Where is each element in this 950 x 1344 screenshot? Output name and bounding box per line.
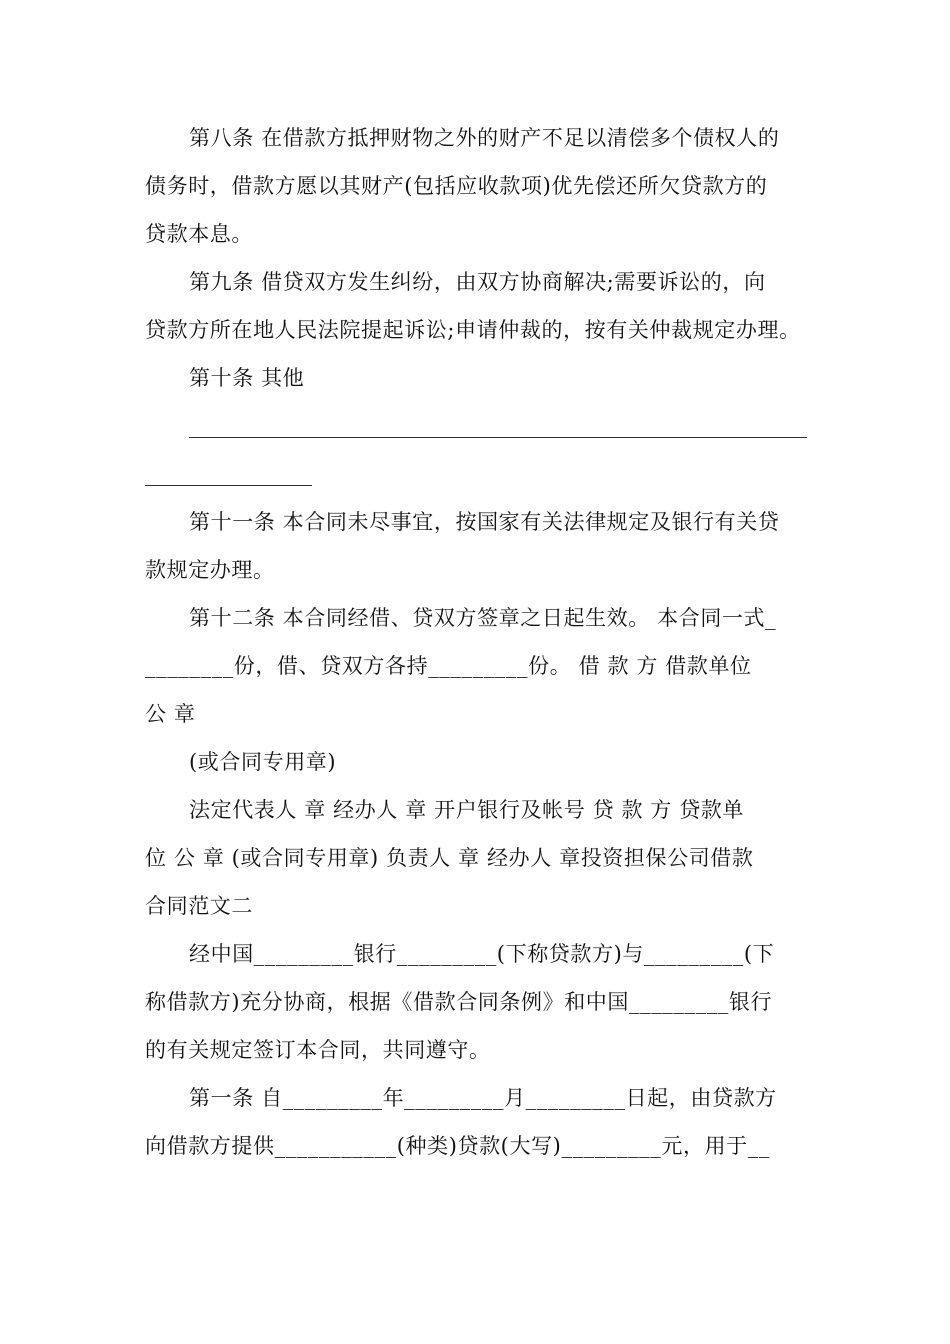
text-line: 贷款本息。 (145, 222, 253, 246)
text-line: 第一条 自_________年_________月_________日起，由贷款方 (189, 1086, 777, 1110)
text-line: 第十条 其他 (189, 366, 305, 390)
text-line: 债务时，借款方愿以其财产(包括应收款项)优先偿还所欠贷款方的 (145, 174, 768, 198)
text-line: 公 章 (145, 702, 196, 726)
text-line: 称借款方)充分协商，根据《借款合同条例》和中国_________银行 (145, 990, 773, 1014)
article-11-paragraph (145, 498, 807, 594)
text-line: 第十一条 本合同未尽事宜，按国家有关法律规定及银行有关贷 (189, 510, 780, 534)
article-12-paragraph (145, 594, 807, 738)
seal-note-paragraph (145, 738, 807, 786)
text-line: 贷款方所在地人民法院提起诉讼;申请仲裁的，按有关仲裁规定办理。 (145, 318, 801, 342)
text-line: ________份，借、贷双方各持_________份。 借 款 方 借款单位 (145, 654, 752, 678)
text-line: 合同范文二 (145, 894, 253, 918)
text-line: 第八条 在借款方抵押财物之外的财产不足以清偿多个债权人的 (189, 126, 780, 150)
text-line: 第九条 借贷双方发生纠纷，由双方协商解决;需要诉讼的，向 (189, 270, 766, 294)
blank-fill-line (145, 450, 807, 498)
article-8-paragraph (145, 114, 807, 258)
document-body (145, 114, 807, 1170)
article-1-paragraph (145, 1074, 807, 1170)
signatures-paragraph (145, 786, 807, 930)
article-9-paragraph (145, 258, 807, 354)
text-line: 法定代表人 章 经办人 章 开户银行及帐号 贷 款 方 贷款单 (189, 798, 744, 822)
text-line: 款规定办理。 (145, 558, 275, 582)
text-line: 经中国_________银行_________(下称贷款方)与_________(下 (189, 942, 775, 966)
text-line: 的有关规定签订本合同，共同遵守。 (145, 1038, 491, 1062)
text-line: 第十二条 本合同经借、贷双方签章之日起生效。 本合同一式_ (189, 606, 777, 630)
blank-fill-line (145, 402, 807, 450)
text-line: 位 公 章 (或合同专用章) 负责人 章 经办人 章投资担保公司借款 (145, 846, 754, 870)
preamble-paragraph (145, 930, 807, 1074)
text-line: 向借款方提供___________(种类)贷款(大写)_________元，用于__ (145, 1134, 770, 1158)
text-line: (或合同专用章) (189, 750, 337, 774)
article-10-paragraph (145, 354, 807, 402)
underline (189, 437, 807, 438)
underline (145, 485, 312, 486)
